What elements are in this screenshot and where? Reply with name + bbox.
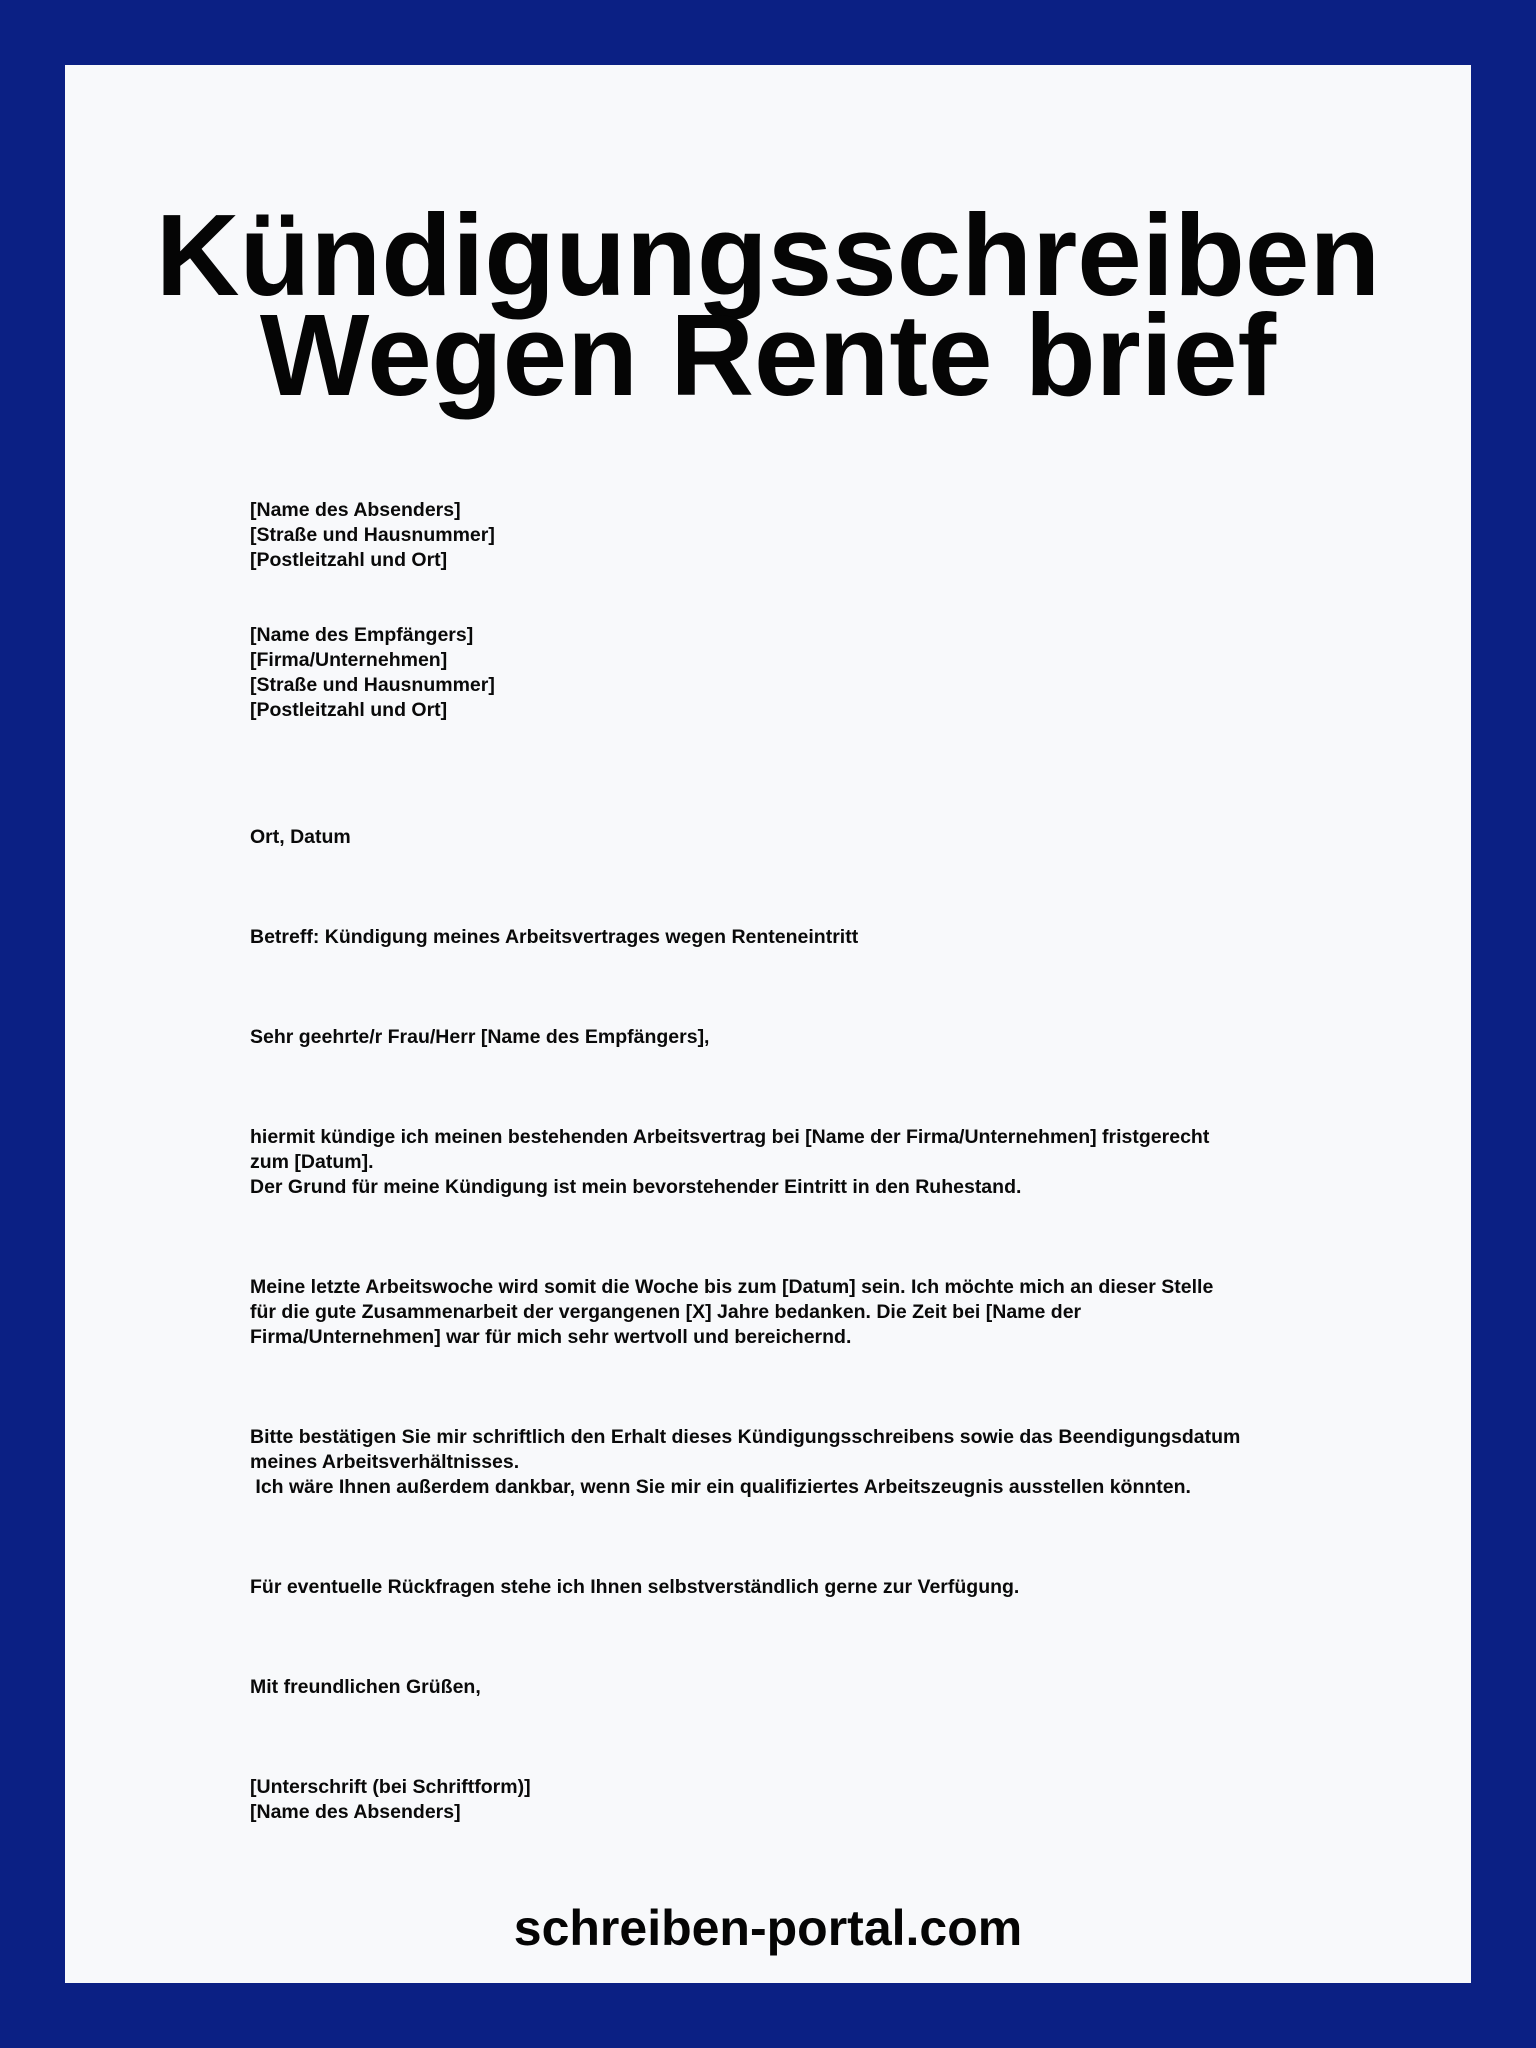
signature-name: [Name des Absenders] bbox=[250, 1801, 461, 1823]
sender-block bbox=[250, 498, 1350, 573]
page-title bbox=[65, 190, 1471, 420]
sender-city: [Postleitzahl und Ort] bbox=[250, 549, 448, 571]
signature-block bbox=[250, 1775, 1350, 1825]
footer-site-name: schreiben-portal.com bbox=[513, 1900, 1023, 1956]
sender-street: [Straße und Hausnummer] bbox=[250, 524, 495, 546]
signature-line: [Unterschrift (bei Schriftform)] bbox=[250, 1776, 531, 1798]
paragraph-2-line-1: Meine letzte Arbeitswoche wird somit die Woche bis zum [Datum] sein. Ich möchte mich an dieser Stelle bbox=[250, 1276, 1214, 1298]
salutation-text: Sehr geehrte/r Frau/Herr [Name des Empfängers], bbox=[250, 1026, 710, 1048]
title-line-1: Kündigungsschreiben bbox=[155, 190, 1381, 320]
recipient-company: [Firma/Unternehmen] bbox=[250, 649, 448, 671]
paragraph-3-line-1: Bitte bestätigen Sie mir schriftlich den Erhalt dieses Kündigungsschreibens sowie das Beendigungsdatum bbox=[250, 1426, 1241, 1448]
closing bbox=[250, 1675, 1350, 1700]
sender-name: [Name des Absenders] bbox=[250, 499, 461, 521]
paragraph-4 bbox=[250, 1575, 1350, 1600]
recipient-block bbox=[250, 623, 1350, 723]
recipient-street: [Straße und Hausnummer] bbox=[250, 674, 495, 696]
paragraph-2-line-3: Firma/Unternehmen] war für mich sehr wertvoll und bereichernd. bbox=[250, 1326, 852, 1348]
recipient-name: [Name des Empfängers] bbox=[250, 624, 474, 646]
paragraph-3 bbox=[250, 1425, 1350, 1500]
subject-line bbox=[250, 925, 1350, 950]
paragraph-3-line-3: Ich wäre Ihnen außerdem dankbar, wenn Sie mir ein qualifiziertes Arbeitszeugnis ausstellen könnten. bbox=[250, 1476, 1191, 1498]
title-line-2: Wegen Rente brief bbox=[259, 290, 1277, 420]
paragraph-2 bbox=[250, 1275, 1350, 1350]
paragraph-1 bbox=[250, 1125, 1350, 1200]
paragraph-1-line-2: zum [Datum]. bbox=[250, 1151, 374, 1173]
paragraph-2-line-2: für die gute Zusammenarbeit der vergangenen [X] Jahre bedanken. Die Zeit bei [Name der bbox=[250, 1301, 1082, 1323]
paragraph-1-line-3: Der Grund für meine Kündigung ist mein bevorstehender Eintritt in den Ruhestand. bbox=[250, 1176, 1022, 1198]
paragraph-1-line-1: hiermit kündige ich meinen bestehenden Arbeitsvertrag bei [Name der Firma/Unternehmen] fristgerecht bbox=[250, 1126, 1210, 1148]
place-date bbox=[250, 825, 1350, 850]
place-date-text: Ort, Datum bbox=[250, 826, 351, 848]
paragraph-4-text: Für eventuelle Rückfragen stehe ich Ihnen selbstverständlich gerne zur Verfügung. bbox=[250, 1576, 1020, 1598]
closing-text: Mit freundlichen Grüßen, bbox=[250, 1676, 481, 1698]
paragraph-3-line-2: meines Arbeitsverhältnisses. bbox=[250, 1451, 520, 1473]
salutation bbox=[250, 1025, 1350, 1050]
document-page bbox=[65, 65, 1471, 1983]
subject-text: Betreff: Kündigung meines Arbeitsvertrages wegen Renteneintritt bbox=[250, 926, 859, 948]
recipient-city: [Postleitzahl und Ort] bbox=[250, 699, 448, 721]
